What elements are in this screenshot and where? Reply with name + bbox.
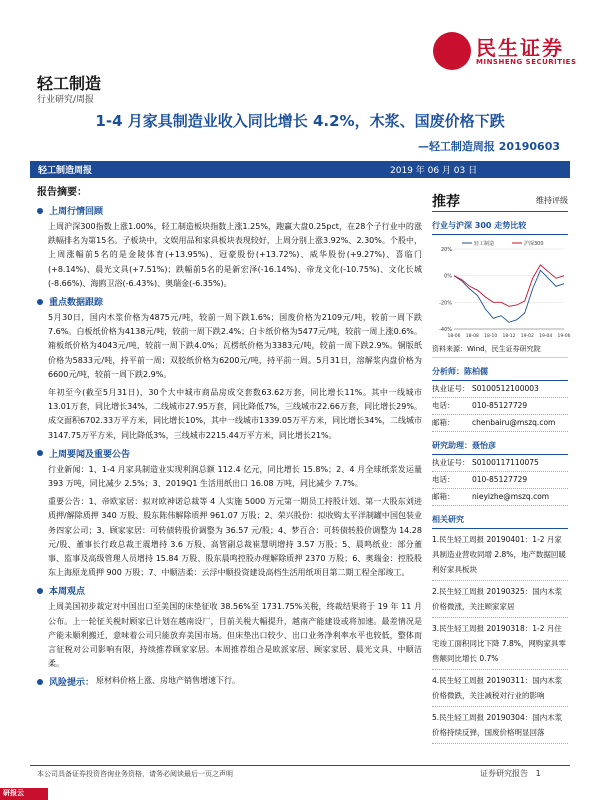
- section-heading: 重点数据跟踪: [37, 295, 422, 308]
- section-market-review: [37, 204, 422, 291]
- assistant-row: 邮箱： nieyizhe@mszq.com: [432, 489, 568, 506]
- footer-disclaimer: 本公司具备证券投资咨询业务资格，请务必阅读最后一页之声明: [37, 770, 233, 778]
- y-tick-label: -40%: [439, 327, 452, 333]
- paragraph: 行业新闻：1、1-4 月家具制造业实现利润总额 112.4 亿元，同比增长 15.8%；2、4 月全球纸浆发运量 393 万吨，同比减少 2.5%；3、2019Q1 生活用纸出口 16.08 万吨，同比减少 7.7%。: [48, 464, 422, 489]
- chart: [432, 237, 571, 342]
- bullet-icon: [37, 208, 43, 214]
- brand-name: 民生证券: [476, 36, 564, 60]
- x-tick-label: 18-10: [484, 334, 498, 339]
- section-heading: 风险提示：: [37, 675, 94, 688]
- paragraph: 年初至今(截至5月31日)，30个大中城市商品房成交套数63.62万套，同比增长11%。其中一线城市13.01万套，同比增长34%，二线城市27.95万套，同比降低7%，三线城市22.66万套，同比增长29%。成交面积6702.33万平方米，同比增长10%，其中一线城市1339.05万平方米，同比增长34%，二线城市3147.75万平方米，同比降低3%，三线城市2215.44万平方米，同比增长21%。: [48, 388, 422, 440]
- analyst-row: 执业证号： S0100512100003: [432, 381, 568, 398]
- paragraph: 上周沪深300指数上涨1.00%，轻工制造板块指数上涨1.25%，跑赢大盘0.25pct，在28个子行业中的涨跌幅排名为第15名。子板块中，文娱用品和家具板块表现较好，上周分别上涨3.92%、2.30%。个股中，上周涨幅前5名的是金陵体育(+13.95%)、冠豪股份(+13.72%)、威华股份(+9.27%)、喜临门(+8.14%)、晨光文具(+7.51%)；跌幅前5名的是新宏泽(-16.14%)、帝龙文化(-10.75%)、文化长城(-8.66%)、海鸥卫浴(-6.43%)、奥瑞金(-6.35%)。: [48, 222, 422, 288]
- chart-svg: [432, 237, 571, 342]
- section-news: [37, 447, 422, 581]
- brand-name-en: MINSHENG SECURITIES: [476, 58, 577, 66]
- brand-logo-icon: [433, 32, 471, 70]
- chart-title: 行业与沪深 300 走势比较: [432, 220, 568, 235]
- paragraph: 上周美国初步裁定对中国出口至美国的床垫征收 38.56%至 1731.75%关税，终裁结果将于 19 年 11 月公布。上一轮征关税时顾家已计划在越南设厂，目前关税大幅提升，越南产能建设或将加速。最差情况是产能未顺利搬迁，意味着公司只能放弃美国市场。但床垫出口较少、出口业务净利率水平也较低，整体而言征税对公司影响有限，持续推荐顾家家居。本周推荐组合是欧派家居、顾家家居、晨光文具、中顺洁柔。: [48, 602, 422, 669]
- bullet-icon: [37, 588, 43, 594]
- sidebar: [432, 190, 571, 744]
- page-subtitle: —轻工制造周报 20190603: [417, 140, 560, 153]
- assistant-row: 执业证号： S0100117110075: [432, 455, 568, 472]
- section-heading: 本周观点: [37, 584, 422, 597]
- rating-label: 推荐: [432, 193, 460, 210]
- related-heading: 相关研究: [432, 514, 568, 529]
- footer-brand: 证券研究报告 1: [480, 769, 541, 778]
- related-item[interactable]: 3.民生轻工周报 20190318：1-2 月住宅竣工面积同比下降 7.8%，网购家具零售额同比增长 0.7%: [432, 618, 568, 670]
- section-heading: 上周要闻及重要公告: [37, 447, 422, 460]
- main-content: [37, 200, 422, 688]
- rating: [432, 190, 568, 212]
- x-tick-label: 18-12: [502, 334, 516, 339]
- assistant-heading: 研究助理：聂怡彦: [432, 440, 568, 455]
- analyst-row: 邮箱： chenbairu@mszq.com: [432, 415, 568, 432]
- page-title: 1-4 月家具制造业收入同比增长 4.2%，木浆、国废价格下跌: [95, 112, 505, 130]
- section-heading: 上周行情回顾: [37, 204, 422, 217]
- page-number: 1: [535, 769, 541, 778]
- y-tick-label: 20%: [440, 247, 452, 253]
- related-item[interactable]: 4.民生轻工周报 20190311：国内木浆价格微跌，关注减税对行业的影响: [432, 670, 568, 707]
- related-item[interactable]: 5.民生轻工周报 20190304：国内木浆价格持续反弹，国废价格明显回落: [432, 707, 568, 744]
- related-item[interactable]: 2.民生轻工周报 20190325：国内木浆价格微涨，关注顾家家居: [432, 581, 568, 618]
- series-line-0: [454, 270, 564, 322]
- analyst-row: 电话： 010-85127729: [432, 398, 568, 415]
- x-tick-label: 19-04: [539, 334, 553, 339]
- paragraph: 原材料价格上涨、房地产销售增速下行。: [96, 676, 241, 686]
- assistant-row: 电话： 010-85127729: [432, 472, 568, 489]
- x-tick-label: 19-06: [557, 334, 571, 339]
- x-tick-label: 18-06: [447, 334, 461, 339]
- footer-divider: [30, 765, 570, 766]
- analyst-heading: 分析师：陈柏儒: [432, 366, 568, 381]
- y-tick-label: 0%: [444, 273, 452, 280]
- sector-title: 轻工制造: [37, 74, 102, 93]
- section-view: [37, 584, 422, 671]
- legend-label: 轻工制造: [474, 241, 495, 247]
- section-risk: [37, 675, 422, 688]
- report-type: 行业研究/周报: [37, 95, 95, 105]
- legend-label: 沪深300: [524, 241, 544, 247]
- bullet-icon: [37, 679, 43, 685]
- x-tick-label: 19-02: [520, 334, 534, 339]
- bullet-icon: [37, 450, 43, 456]
- band-left-label: 轻工制造周报: [38, 166, 93, 176]
- x-tick-label: 18-08: [465, 334, 479, 339]
- chart-source: 资料来源：Wind，民生证券研究院: [432, 344, 568, 358]
- summary-label: 报告摘要：: [37, 187, 87, 198]
- header-band: [30, 161, 570, 178]
- y-tick-label: -20%: [439, 300, 452, 307]
- report-date: 2019 年 06 月 03 日: [390, 166, 478, 176]
- paragraph: 5月30日，国内木浆价格为4875元/吨，较前一周下跌1.6%；国废价格为2109元/吨，较前一周下跌7.6%。白板纸价格为4138元/吨，较前一周下跌2.4%；白卡纸价格为5477元/吨，较前一周上涨0.6%。箱板纸价格为4043元/吨，较前一周下跌4.0%；瓦楞纸价格为3383元/吨，较前一周下跌2.9%。铜版纸价格为5833元/吨，持平前一周；双胶纸价格为6200元/吨，持平前一周。5月31日，溶解浆内盘价格为6600元/吨，较前一周下跌2.9%。: [48, 313, 422, 379]
- series-line-1: [454, 265, 564, 306]
- bullet-icon: [37, 299, 43, 305]
- related-item[interactable]: 1.民生轻工周报 20190401：1-2 月家具制造业营收同增 2.8%，地产数据回暖利好家具板块: [432, 529, 568, 581]
- paragraph: 重要公告：1、帝欧家居：拟对欧神诺总裁等 4 人实施 5000 万元第一期员工持股计划、第一大股东刘进质押/解除质押 340 万股、股东陈伟解除质押 961.07 万股；2、荣兴股份：拟收购太平洋制罐中国包装业务四家公司；3、顾家家居：可转债转股价调整为 36.57 元/股；4、梦百合：可转债转股价调整为 14.28 元/股、董事长行政总裁王震增持 3.6 万股、高管副总裁崔慧明增持 3.57 万股；5、晨鸣纸业：部分董事、监事及高级管理人员增持 15.84 万股、股东晨鸣控股办理解除质押 2370 万股；6、奥瑞金：控股股东上海原龙质押 900 万股；7、中顺洁柔：云浮中顺投资建设高档生活用纸项目第二期工程全部竣工。: [48, 497, 422, 578]
- rating-status: 维持评级: [536, 196, 568, 205]
- corner-watermark: 研报云: [0, 788, 48, 800]
- section-key-data: [37, 295, 422, 443]
